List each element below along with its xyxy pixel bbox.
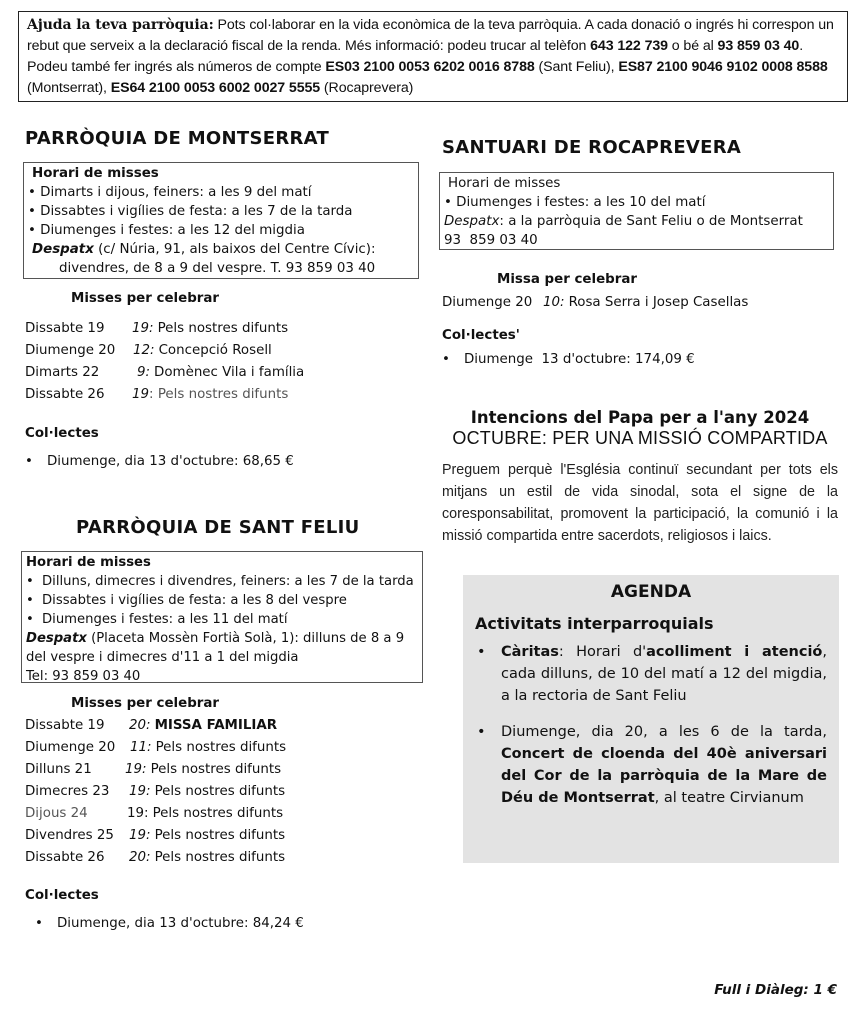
schedule-line: • Dimarts i dijous, feiners: a les 9 del matí	[28, 185, 312, 200]
account-number: ES87 2100 9046 9102 0008 8588	[618, 59, 828, 75]
mass-row: Dissabte 19 20: MISSA FAMILIAR	[25, 718, 278, 733]
mass-row: Diumenge 20 11: Pels nostres difunts	[25, 740, 287, 755]
montserrat-masses-list	[25, 318, 304, 406]
pope-title: Intencions del Papa per a l'any 2024	[470, 408, 810, 427]
agenda-box	[463, 575, 839, 863]
schedule-line: • Diumenges i festes: a les 11 del matí	[26, 612, 288, 627]
collection-item: • Diumenge, dia 13 d'octubre: 84,24 €	[35, 916, 304, 931]
mass-row: Dimarts 22 9: Domènec Vila i família	[25, 365, 305, 380]
mass-row: Dissabte 26 20: Pels nostres difunts	[25, 850, 286, 865]
agenda-subtitle: Activitats interparroquials	[475, 614, 714, 633]
collections-title: Col·lectes	[25, 426, 99, 441]
phone-number: 643 122 739	[590, 38, 668, 54]
collections-title: Col·lectes	[25, 888, 99, 903]
mass-row: Divendres 25 19: Pels nostres difunts	[25, 828, 286, 843]
pope-subtitle: OCTUBRE: PER UNA MISSIÓ COMPARTIDA	[452, 428, 828, 448]
masses-title: Missa per celebrar	[497, 272, 638, 287]
agenda-item: • Diumenge, dia 20, a les 6 de la tarda, Concert de cloenda del 40è aniversari del Cor de la parròquia de la Mare de Déu de Montserrat, al teatre Cirvianum	[477, 724, 827, 806]
masses-title: Misses per celebrar	[71, 291, 220, 306]
account-number: ES64 2100 0053 6002 0027 5555	[110, 80, 321, 96]
mass-row: Diumenge 20 10: Rosa Serra i Josep Casellas	[442, 295, 749, 310]
mass-row: Diumenge 20 12: Concepció Rosell	[25, 343, 272, 358]
mass-row: Dilluns 21 19: Pels nostres difunts	[25, 762, 282, 777]
pope-intentions	[442, 408, 838, 547]
section-title: PARRÒQUIA DE MONTSERRAT	[25, 128, 330, 149]
mass-row: Dijous 24 19: Pels nostres difunts	[25, 806, 284, 821]
santfeliu-schedule-box: Horari de misses • Dilluns, dimecres i divendres, feiners: a les 7 de la tarda • Dissabtes i vigílies de festa: a les 8 del vespre • Diumenges i festes: a les 11 del matí Despatx (Placeta Mossèn Fortià Solà, 1): dilluns de 8 a 9 del vespre i dimecres d'11 a 1 del migdia Tel: 93 859 03 40	[21, 551, 423, 683]
collection-item: • Diumenge 13 d'octubre: 174,09 €	[442, 352, 695, 367]
donation-banner: Ajuda la teva parròquia: Pots col·laborar en la vida econòmica de la teva parròquia. A cada donació o ingrés hi correspon un rebut que serveix a la declaració fiscal de la renda. Més informació: podeu trucar al telèfon 643 122 739 o bé al 93 859 03 40. Podeu també fer ingrés als números de compte ES03 2100 0053 6202 0016 8788 (Sant Feliu), ES87 2100 9046 9102 0008 8588 (Montserrat), ES64 2100 0053 6002 0027 5555 (Rocaprevera)	[18, 11, 848, 102]
masses-title: Misses per celebrar	[71, 696, 220, 711]
rocaprevera-masses-list	[442, 292, 748, 314]
agenda-item: • Càritas: Horari d'acolliment i atenció, cada dilluns, de 10 del matí a 12 del migdia, a la rectoria de Sant Feliu	[477, 644, 827, 704]
rocaprevera-schedule-box: Horari de misses • Diumenges i festes: a les 10 del matí Despatx: a la parròquia de Sant Feliu o de Montserrat 93 859 03 40	[439, 172, 834, 250]
price-footer: Full i Diàleg: 1 €	[714, 982, 837, 998]
montserrat-schedule-box: Horari de misses • Dimarts i dijous, feiners: a les 9 del matí • Dissabtes i vigílies de festa: a les 7 de la tarda • Diumenges i festes: a les 12 del migdia Despatx (c/ Núria, 91, als baixos del Centre Cívic): divendres, de 8 a 9 del vespre. T. 93 859 03 40	[23, 162, 419, 279]
schedule-line: • Diumenges i festes: a les 12 del migdia	[28, 223, 305, 238]
account-number: ES03 2100 0053 6202 0016 8788	[325, 59, 535, 75]
schedule-line: • Diumenges i festes: a les 10 del matí	[444, 195, 706, 210]
section-title: SANTUARI DE ROCAPREVERA	[442, 137, 742, 158]
pope-text: Preguem perquè l'Església continuï secundant per tots els mitjans un estil de vida sinodal, sota el signe de la coresponsabilitat, promovent la participació, la comunió i la missió compartida entre sacerdots, religiosos i laics.	[442, 462, 838, 544]
mass-row: Dissabte 19 19: Pels nostres difunts	[25, 321, 289, 336]
phone-number: 93 859 03 40	[717, 38, 800, 54]
section-title: PARRÒQUIA DE SANT FELIU	[76, 517, 360, 538]
santfeliu-masses-list	[25, 715, 286, 869]
banner-lead: Ajuda la teva parròquia:	[27, 17, 214, 33]
schedule-line: • Dissabtes i vigílies de festa: a les 8 del vespre	[26, 593, 347, 608]
collection-item: • Diumenge, dia 13 d'octubre: 68,65 €	[25, 454, 294, 469]
mass-row: Dissabte 26 19 : Pels nostres difunts	[25, 387, 289, 402]
schedule-line: • Dilluns, dimecres i divendres, feiners: a les 7 de la tarda	[26, 574, 414, 589]
schedule-line: • Dissabtes i vigílies de festa: a les 7 de la tarda	[28, 204, 353, 219]
agenda-title: AGENDA	[610, 582, 692, 602]
collections-title: Col·lectes'	[442, 328, 520, 343]
mass-row: Dimecres 23 19: Pels nostres difunts	[25, 784, 286, 799]
montserrat-title-wrap	[25, 128, 329, 149]
